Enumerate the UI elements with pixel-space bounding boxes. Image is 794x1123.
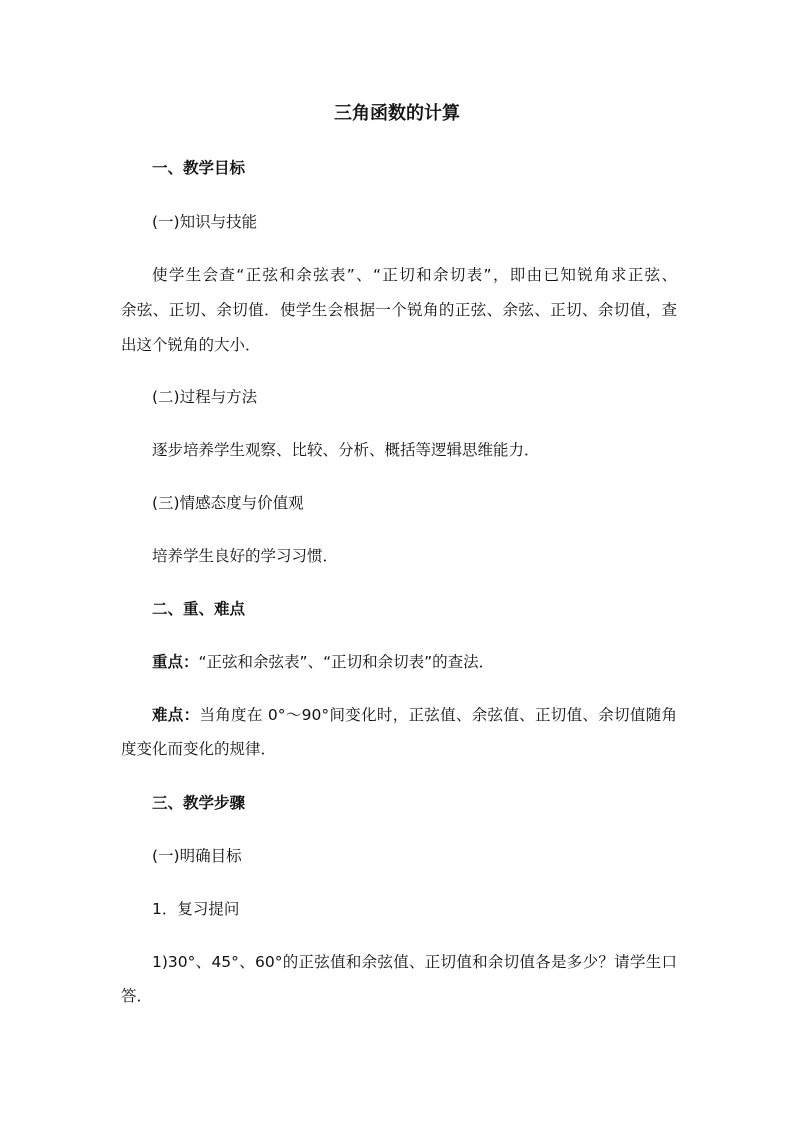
list-item-review-questions: 1．复习提问 xyxy=(152,900,240,918)
paragraph-line: 出这个锐角的大小． xyxy=(121,336,261,354)
paragraph-line: 使学生会查“正弦和余弦表”、“正切和余切表”，即由已知锐角求正弦、 xyxy=(152,266,677,284)
difficulty-text: 当角度在 0°～90°间变化时，正弦值、余弦值、正切值、余切值随角 xyxy=(199,706,677,724)
section-heading-teaching-steps: 三、教学步骤 xyxy=(152,794,246,812)
section-heading-objectives: 一、教学目标 xyxy=(152,159,246,177)
subheading-knowledge-skills: (一)知识与技能 xyxy=(152,213,258,231)
section-heading-key-points: 二、重、难点 xyxy=(152,600,246,618)
subheading-clarify-goals: (一)明确目标 xyxy=(152,847,242,865)
paragraph-line: 余弦、正切、余切值．使学生会根据一个锐角的正弦、余弦、正切、余切值，查 xyxy=(121,301,677,319)
key-point-label: 重点： xyxy=(152,653,199,671)
page-title: 三角函数的计算 xyxy=(334,103,460,124)
paragraph-line: 度变化而变化的规律． xyxy=(121,740,277,758)
subheading-process-method: (二)过程与方法 xyxy=(152,388,258,406)
subheading-attitude-values: (三)情感态度与价值观 xyxy=(152,494,304,512)
question-line: 答． xyxy=(121,987,153,1005)
question-line: 1)30°、45°、60°的正弦值和余弦值、正切值和余切值各是多少？请学生口 xyxy=(152,953,677,971)
key-point-text: “正弦和余弦表”、“正切和余切表”的查法． xyxy=(198,653,495,671)
difficulty-line xyxy=(152,706,677,725)
paragraph-line: 逐步培养学生观察、比较、分析、概括等逻辑思维能力． xyxy=(152,441,540,459)
difficulty-label: 难点： xyxy=(152,706,200,724)
key-point-line xyxy=(152,653,677,672)
paragraph-line: 培养学生良好的学习习惯． xyxy=(152,547,339,565)
